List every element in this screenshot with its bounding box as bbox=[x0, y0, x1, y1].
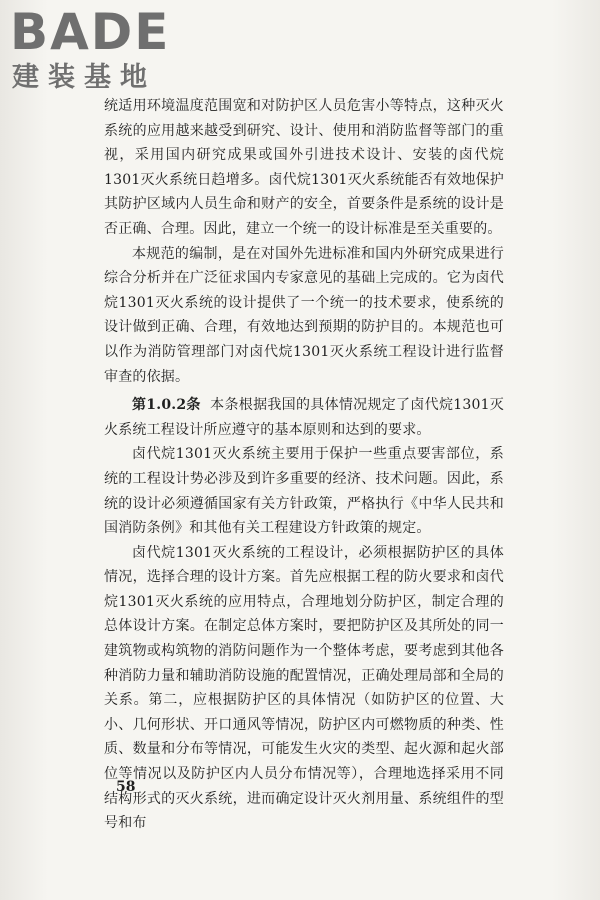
paragraph-4: 卤代烷1301灭火系统主要用于保护一些重点要害部位，系统的工程设计势必涉及到许多重要的经济、技术问题。因此，系统的设计必须遵循国家有关方针政策，严格执行《中华人民共和国消防条例》和其他有关工程建设方针政策的规定。 bbox=[104, 446, 504, 537]
watermark-logo bbox=[10, 4, 190, 96]
clause-paragraph bbox=[104, 393, 504, 442]
clause-text: 本条根据我国的具体情况规定了卤代烷1301灭火系统工程设计所应遵守的基本原则和达到的要求。 bbox=[104, 397, 504, 438]
page-number: 58 bbox=[116, 779, 136, 795]
paragraph-5: 卤代烷1301灭火系统的工程设计，必须根据防护区的具体情况，选择合理的设计方案。首先应根据工程的防火要求和卤代烷1301灭火系统的应用特点，合理地划分防护区，制定合理的总体设计方案。在制定总体方案时，要把防护区及其所处的同一建筑物或构筑物的消防问题作为一个整体考虑，要考虑到其他各种消防力量和辅助消防设施的配置情况，正确处理局部和全局的关系。第二，应根据防护区的具体情况（如防护区的位置、大小、几何形状、开口通风等情况，防护区内可燃物质的种类、性质、数量和分布等情况，可能发生火灾的类型、起火源和起火部位等情况以及防护区内人员分布情况等），合理地选择采用不同结构形式的灭火系统，进而确定设计灭火剂用量、系统组件的型号和布 bbox=[104, 544, 504, 832]
logo-latin-text: BADE bbox=[10, 3, 171, 61]
clause-number: 第1.0.2条 bbox=[132, 397, 201, 414]
document-body bbox=[104, 94, 504, 836]
logo-chinese-text: 建装基地 bbox=[12, 62, 156, 93]
paragraph-2: 本规范的编制，是在对国外先进标准和国内外研究成果进行综合分析并在广泛征求国内专家意见的基础上完成的。它为卤代烷1301灭火系统的设计提供了一个统一的技术要求，使系统的设计做到正确、合理，有效地达到预期的防护目的。本规范也可以作为消防管理部门对卤代烷1301灭火系统工程设计进行监督审查的依据。 bbox=[104, 245, 504, 385]
paragraph-1: 统适用环境温度范围宽和对防护区人员危害小等特点，这种灭火系统的应用越来越受到研究、设计、使用和消防监督等部门的重视，采用国内研究成果或国外引进技术设计、安装的卤代烷1301灭火系统日趋增多。卤代烷1301灭火系统能否有效地保护其防护区域内人员生命和财产的安全，首要条件是系统的设计是否正确、合理。因此，建立一个统一的设计标准是至关重要的。 bbox=[104, 98, 504, 237]
